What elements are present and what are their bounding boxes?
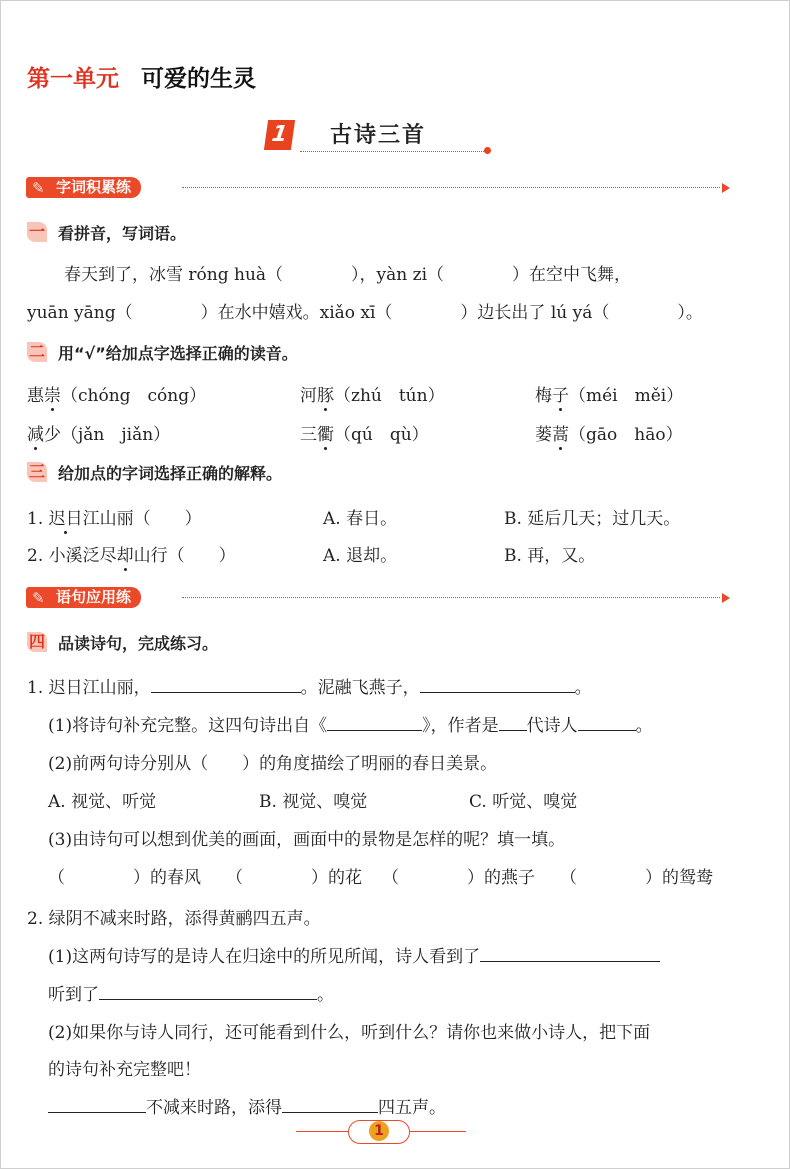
question-title: 用“√”给加点字选择正确的读音。 (58, 344, 298, 363)
section-banner-vocabulary (26, 177, 141, 198)
section-banner-application (26, 587, 141, 608)
answer-blank (48, 1096, 146, 1113)
q3-option-b: B. 再，又。 (504, 546, 596, 566)
section-title: 语句应用练 (56, 588, 132, 606)
q4-fill: （ ）的鸳鸯 (560, 868, 713, 888)
question-badge: 一 (28, 222, 45, 241)
q4-poem2-sub-2a: (2)如果你与诗人同行，还可能看到什么，听到什么？请你也来做小诗人，把下面 (48, 1023, 651, 1043)
page-number-line (408, 1131, 466, 1132)
section-title: 字词积累练 (56, 178, 132, 196)
answer-blank (99, 983, 317, 1000)
pronunciation-item: 三衢（qú qù） (300, 425, 429, 445)
lesson-title: 古诗三首 (330, 123, 427, 148)
question-badge: 四 (28, 632, 45, 651)
q4-option: C. 听觉、嗅觉 (469, 792, 578, 812)
q3-option-a: A. 退却。 (323, 546, 398, 566)
question-title: 品读诗句，完成练习。 (58, 634, 219, 653)
answer-blank (578, 714, 636, 731)
question-title: 给加点的字词选择正确的解释。 (58, 464, 283, 483)
q4-fill: （ ）的燕子 (382, 868, 535, 888)
lesson-number: 1 (264, 120, 295, 150)
q4-fill: （ ）的花 (226, 868, 362, 888)
lesson-underline-dot (484, 147, 491, 154)
q4-poem-2: 2. 绿阴不减来时路，添得黄鹂四五声。 (27, 909, 321, 929)
answer-blank (327, 714, 422, 731)
answer-blank (499, 714, 527, 731)
q4-poem2-sub-2c: 不减来时路，添得 四五声。 (48, 1093, 446, 1118)
q4-option: B. 视觉、嗅觉 (259, 792, 368, 812)
q3-item-1: 1. 迟日江山丽（ ） (27, 509, 202, 529)
q1-line-1: 春天到了，冰雪 róng huà（ ），yàn zi（ ）在空中飞舞， (64, 265, 632, 285)
q3-option-b: B. 延后几天；过几天。 (504, 509, 681, 529)
answer-blank (480, 945, 660, 962)
question-title: 看拼音，写词语。 (58, 224, 187, 243)
pen-icon: ✎ (32, 179, 45, 197)
page-number-line (296, 1131, 348, 1132)
pronunciation-item: 惠崇（chóng cóng） (27, 386, 207, 406)
pen-icon: ✎ (32, 589, 45, 607)
q4-sub-2: (2)前两句诗分别从（ ）的角度描绘了明丽的春日美景。 (48, 754, 498, 774)
q4-option: A. 视觉、听觉 (48, 792, 157, 812)
q4-sub-3: (3)由诗句可以想到优美的画面，画面中的景物是怎样的呢？填一填。 (48, 830, 566, 850)
q4-poem2-sub-1a: (1)这两句诗写的是诗人在归途中的所见所闻，诗人看到了 (48, 942, 660, 967)
q1-line-2: yuān yāng（ ）在水中嬉戏。xiǎo xī（ ）边长出了 lú yá（ ）。 (27, 303, 703, 323)
question-badge: 二 (28, 342, 45, 361)
pronunciation-item: 河豚（zhú tún） (300, 386, 445, 406)
unit-name: 可爱的生灵 (141, 66, 256, 92)
unit-number: 第一单元 (27, 66, 119, 92)
arrow-icon (722, 183, 730, 193)
page-number: 1 (369, 1121, 389, 1141)
pronunciation-item: 蒌蒿（gāo hāo） (535, 425, 683, 445)
unit-header (27, 60, 256, 93)
pronunciation-item: 梅子（méi měi） (535, 386, 684, 406)
answer-blank (282, 1096, 378, 1113)
arrow-icon (722, 593, 730, 603)
q4-poem2-sub-2b: 的诗句补充完整吧！ (48, 1060, 201, 1080)
q3-item-2: 2. 小溪泛尽却山行（ ） (27, 546, 236, 566)
question-badge: 三 (28, 462, 45, 481)
q4-poem2-sub-1b: 听到了 。 (48, 985, 334, 1005)
section-divider (182, 597, 720, 598)
answer-blank (151, 676, 301, 693)
q4-fill: （ ）的春风 (48, 868, 201, 888)
q4-poem-1: 1. 迟日江山丽， 。泥融飞燕子， 。 (27, 678, 592, 698)
lesson-underline (300, 151, 486, 152)
q4-sub-1: (1)将诗句补充完整。这四句诗出自《 》，作者是 代诗人 。 (48, 716, 653, 736)
section-divider (182, 187, 720, 188)
answer-blank (420, 676, 575, 693)
pronunciation-item: 减少（jǎn jiǎn） (27, 425, 171, 445)
q3-option-a: A. 春日。 (323, 509, 398, 529)
